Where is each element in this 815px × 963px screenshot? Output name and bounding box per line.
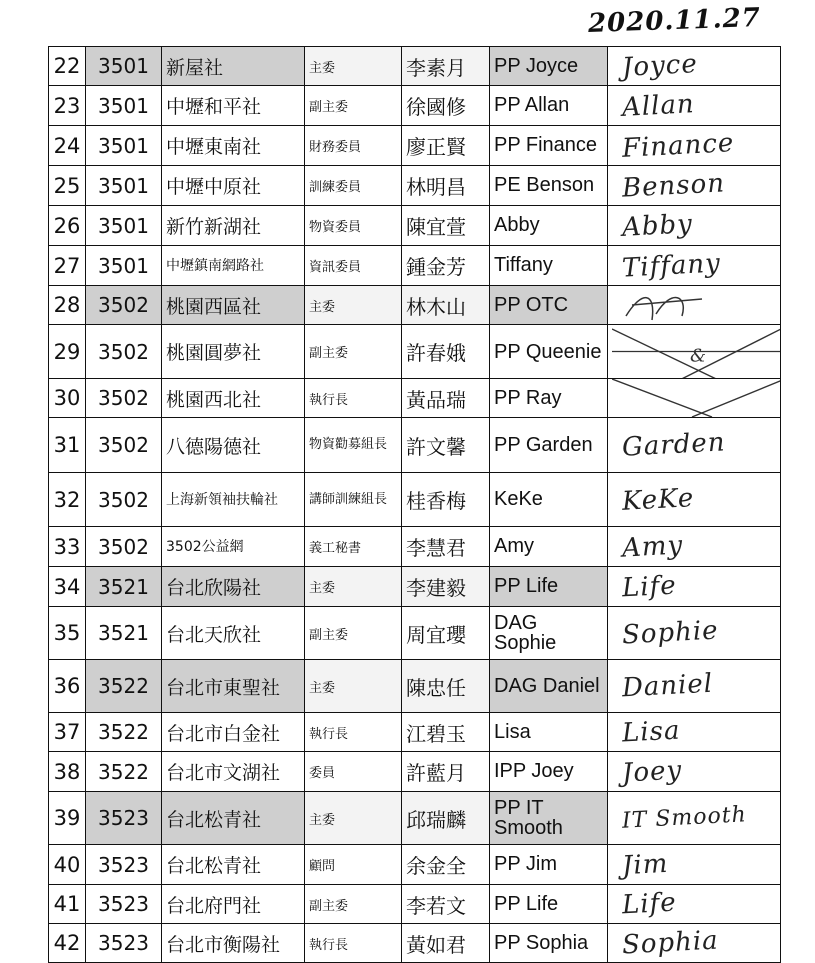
- row-number: 29: [49, 325, 86, 379]
- district-cell: 3522: [86, 660, 162, 713]
- english-name-cell: Tiffany: [490, 246, 608, 286]
- table-row: [49, 924, 781, 963]
- role-cell: 委員: [305, 752, 402, 792]
- english-name-cell: DAG Daniel: [490, 660, 608, 713]
- row-number: 28: [49, 286, 86, 325]
- english-name-cell: PP Joyce: [490, 47, 608, 86]
- signature-cell: [608, 47, 781, 86]
- club-cell: 桃園西區社: [162, 286, 305, 325]
- club-cell: 上海新領袖扶輪社: [162, 473, 305, 527]
- role-cell: 資訊委員: [305, 246, 402, 286]
- row-number: 26: [49, 206, 86, 246]
- member-name-cell: 李建毅: [402, 567, 490, 607]
- club-cell: 3502公益網: [162, 527, 305, 567]
- english-name-cell: PP Ray: [490, 379, 608, 418]
- table-row: [49, 752, 781, 792]
- member-name-cell: 桂香梅: [402, 473, 490, 527]
- role-cell: 物資勸募組長: [305, 418, 402, 473]
- english-name-cell: Abby: [490, 206, 608, 246]
- row-number: 25: [49, 166, 86, 206]
- role-cell: 主委: [305, 47, 402, 86]
- club-cell: 新屋社: [162, 47, 305, 86]
- district-cell: 3502: [86, 418, 162, 473]
- club-cell: 桃園西北社: [162, 379, 305, 418]
- role-cell: 主委: [305, 792, 402, 845]
- club-cell: 台北松青社: [162, 845, 305, 885]
- district-cell: 3522: [86, 713, 162, 752]
- signature-text: Benson: [621, 167, 726, 204]
- club-cell: 桃園圓夢社: [162, 325, 305, 379]
- attendance-rows: [49, 47, 781, 963]
- member-name-cell: 許春娥: [402, 325, 490, 379]
- english-name-cell: Amy: [490, 527, 608, 567]
- table-row: [49, 660, 781, 713]
- row-number: 34: [49, 567, 86, 607]
- member-name-cell: 廖正賢: [402, 126, 490, 166]
- english-name-cell: PP OTC: [490, 286, 608, 325]
- signature-cell: [608, 86, 781, 126]
- table-row: [49, 792, 781, 845]
- english-name-cell: Lisa: [490, 713, 608, 752]
- member-name-cell: 李素月: [402, 47, 490, 86]
- district-cell: 3523: [86, 924, 162, 963]
- english-name-cell: PE Benson: [490, 166, 608, 206]
- signature-cell: [608, 166, 781, 206]
- signature-cell: [608, 126, 781, 166]
- signature-cell: [608, 473, 781, 527]
- table-row: [49, 325, 781, 379]
- table-row: [49, 527, 781, 567]
- member-name-cell: 許藍月: [402, 752, 490, 792]
- signature-cell: [608, 527, 781, 567]
- row-number: 40: [49, 845, 86, 885]
- table-row: [49, 379, 781, 418]
- member-name-cell: 許文馨: [402, 418, 490, 473]
- signature-cell: [608, 325, 781, 379]
- row-number: 37: [49, 713, 86, 752]
- role-cell: 義工秘書: [305, 527, 402, 567]
- table-row: [49, 885, 781, 924]
- row-number: 24: [49, 126, 86, 166]
- signature-cell: [608, 246, 781, 286]
- club-cell: 中壢鎮南網路社: [162, 246, 305, 286]
- role-cell: 副主委: [305, 86, 402, 126]
- district-cell: 3502: [86, 473, 162, 527]
- signature-text: KeKe: [621, 482, 695, 517]
- club-cell: 台北府門社: [162, 885, 305, 924]
- strike-line: [692, 379, 781, 417]
- district-cell: 3501: [86, 166, 162, 206]
- club-cell: 八德陽德社: [162, 418, 305, 473]
- role-cell: 物資委員: [305, 206, 402, 246]
- role-cell: 主委: [305, 286, 402, 325]
- signature-text: Daniel: [621, 668, 714, 704]
- attendance-table: [48, 46, 781, 963]
- english-name-cell: PP Sophia: [490, 924, 608, 963]
- district-cell: 3502: [86, 325, 162, 379]
- row-number: 33: [49, 527, 86, 567]
- district-cell: 3501: [86, 206, 162, 246]
- row-number: 30: [49, 379, 86, 418]
- row-number: 22: [49, 47, 86, 86]
- district-cell: 3502: [86, 527, 162, 567]
- signature-text: Tiffany: [621, 247, 722, 284]
- english-name-cell: PP Queenie: [490, 325, 608, 379]
- signature-cell: [608, 418, 781, 473]
- member-name-cell: 李慧君: [402, 527, 490, 567]
- member-name-cell: 徐國修: [402, 86, 490, 126]
- strike-line: [612, 379, 712, 417]
- handwritten-date: 2020.11.27: [587, 2, 762, 40]
- row-number: 23: [49, 86, 86, 126]
- club-cell: 台北松青社: [162, 792, 305, 845]
- row-number: 38: [49, 752, 86, 792]
- table-row: [49, 166, 781, 206]
- role-cell: 主委: [305, 660, 402, 713]
- district-cell: 3502: [86, 379, 162, 418]
- signature-cell: [608, 567, 781, 607]
- signature-text: Jim: [621, 848, 670, 881]
- row-number: 36: [49, 660, 86, 713]
- table-row: [49, 47, 781, 86]
- english-name-cell: PP Life: [490, 885, 608, 924]
- signature-text: IT Smooth: [621, 802, 748, 834]
- english-name-cell: PP Finance: [490, 126, 608, 166]
- table-row: [49, 126, 781, 166]
- table-row: [49, 86, 781, 126]
- english-name-cell: PP IT Smooth: [490, 792, 608, 845]
- district-cell: 3501: [86, 47, 162, 86]
- role-cell: 執行長: [305, 924, 402, 963]
- row-number: 32: [49, 473, 86, 527]
- district-cell: 3501: [86, 126, 162, 166]
- table-row: [49, 246, 781, 286]
- signature-text: Joey: [621, 754, 683, 789]
- signature-cell: [608, 752, 781, 792]
- signature-cell: [608, 607, 781, 660]
- role-cell: 顧問: [305, 845, 402, 885]
- english-name-cell: PP Jim: [490, 845, 608, 885]
- signature-text: Finance: [621, 127, 736, 164]
- role-cell: 副主委: [305, 607, 402, 660]
- signature-text: Life: [621, 887, 678, 921]
- signature-text: Abby: [621, 208, 694, 243]
- signature-text: Life: [621, 570, 678, 603]
- row-number: 27: [49, 246, 86, 286]
- signature-cell: [608, 206, 781, 246]
- member-name-cell: 周宜瓔: [402, 607, 490, 660]
- role-cell: 副主委: [305, 325, 402, 379]
- club-cell: 台北天欣社: [162, 607, 305, 660]
- club-cell: 中壢東南社: [162, 126, 305, 166]
- signature-text: Allan: [621, 88, 696, 123]
- role-cell: 執行長: [305, 379, 402, 418]
- district-cell: 3523: [86, 885, 162, 924]
- member-name-cell: 林木山: [402, 286, 490, 325]
- signature-text: Sophia: [621, 925, 720, 961]
- english-name-cell: PP Life: [490, 567, 608, 607]
- table-row: [49, 713, 781, 752]
- table-row: [49, 473, 781, 527]
- signature-cell: [608, 885, 781, 924]
- table-row: [49, 286, 781, 325]
- table-row: [49, 206, 781, 246]
- english-name-cell: IPP Joey: [490, 752, 608, 792]
- member-name-cell: 江碧玉: [402, 713, 490, 752]
- signature-text: Sophie: [621, 615, 720, 651]
- english-name-cell: PP Garden: [490, 418, 608, 473]
- club-cell: 台北市文湖社: [162, 752, 305, 792]
- role-cell: 主委: [305, 567, 402, 607]
- club-cell: 新竹新湖社: [162, 206, 305, 246]
- signature-text: Amy: [621, 529, 684, 564]
- table-row: [49, 845, 781, 885]
- role-cell: 副主委: [305, 885, 402, 924]
- club-cell: 台北市白金社: [162, 713, 305, 752]
- signature-cell: [608, 286, 781, 325]
- signature-text: Joyce: [621, 49, 699, 83]
- signature-cell: [608, 924, 781, 963]
- signature-cell: [608, 713, 781, 752]
- district-cell: 3523: [86, 792, 162, 845]
- member-name-cell: 陳忠任: [402, 660, 490, 713]
- club-cell: 台北市衡陽社: [162, 924, 305, 963]
- district-cell: 3521: [86, 567, 162, 607]
- signature-cell: [608, 379, 781, 418]
- row-number: 31: [49, 418, 86, 473]
- table-row: [49, 418, 781, 473]
- district-cell: 3523: [86, 845, 162, 885]
- district-cell: 3501: [86, 246, 162, 286]
- club-cell: 台北欣陽社: [162, 567, 305, 607]
- club-cell: 中壢中原社: [162, 166, 305, 206]
- signature-cell: [608, 845, 781, 885]
- signature-text: Lisa: [621, 715, 682, 749]
- table-row: [49, 607, 781, 660]
- role-cell: 講師訓練組長: [305, 473, 402, 527]
- district-cell: 3521: [86, 607, 162, 660]
- member-name-cell: 黃品瑞: [402, 379, 490, 418]
- member-name-cell: 李若文: [402, 885, 490, 924]
- signature-cell: [608, 660, 781, 713]
- district-cell: 3502: [86, 286, 162, 325]
- club-cell: 台北市東聖社: [162, 660, 305, 713]
- signature-text: Garden: [621, 427, 727, 463]
- row-number: 41: [49, 885, 86, 924]
- member-name-cell: 鍾金芳: [402, 246, 490, 286]
- district-cell: 3501: [86, 86, 162, 126]
- row-number: 42: [49, 924, 86, 963]
- row-number: 35: [49, 607, 86, 660]
- row-number: 39: [49, 792, 86, 845]
- member-name-cell: 黃如君: [402, 924, 490, 963]
- svg-text:&: &: [690, 345, 707, 367]
- role-cell: 財務委員: [305, 126, 402, 166]
- role-cell: 訓練委員: [305, 166, 402, 206]
- english-name-cell: PP Allan: [490, 86, 608, 126]
- english-name-cell: KeKe: [490, 473, 608, 527]
- table-row: [49, 567, 781, 607]
- member-name-cell: 林明昌: [402, 166, 490, 206]
- district-cell: 3522: [86, 752, 162, 792]
- member-name-cell: 陳宜萱: [402, 206, 490, 246]
- member-name-cell: 邱瑞麟: [402, 792, 490, 845]
- club-cell: 中壢和平社: [162, 86, 305, 126]
- member-name-cell: 余金全: [402, 845, 490, 885]
- signature-scribble: [626, 298, 702, 320]
- signature-cell: [608, 792, 781, 845]
- role-cell: 執行長: [305, 713, 402, 752]
- english-name-cell: DAG Sophie: [490, 607, 608, 660]
